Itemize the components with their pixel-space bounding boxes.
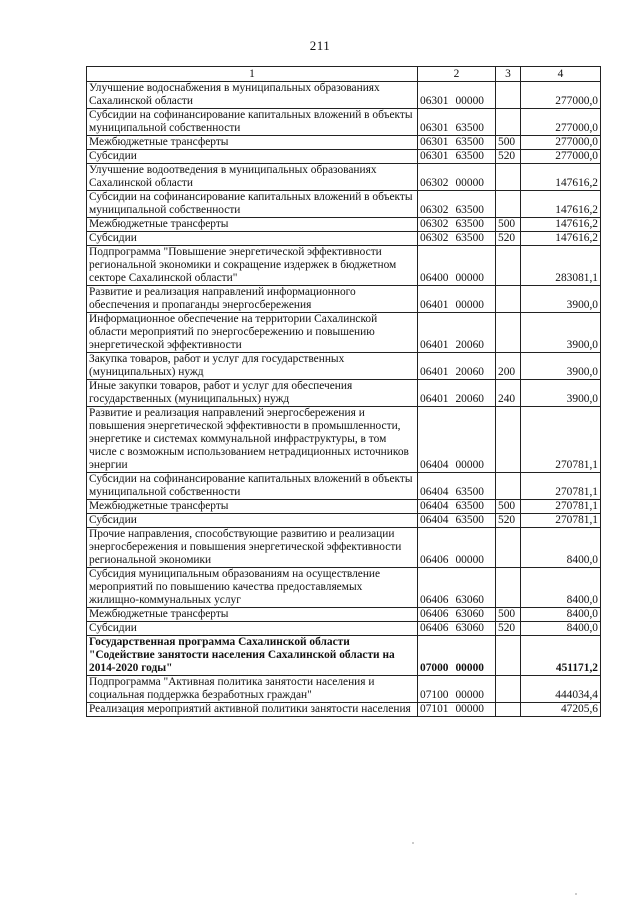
row-amount-cell: 277000,0 (521, 82, 601, 109)
row-code-program: 07101 (420, 703, 449, 715)
row-code-cell (418, 82, 496, 109)
row-amount-cell: 270781,1 (521, 473, 601, 500)
row-expense-type-cell: 500 (496, 608, 521, 622)
row-code-cell (418, 500, 496, 514)
row-code-cell (418, 528, 496, 568)
row-code-cell (418, 353, 496, 380)
row-amount-cell: 147616,2 (521, 164, 601, 191)
row-code-cell (418, 218, 496, 232)
table-row (87, 82, 601, 109)
row-code-program: 06301 (420, 136, 449, 148)
row-code-program: 06404 (420, 514, 449, 526)
row-code-program: 06406 (420, 608, 449, 620)
row-code-program: 06406 (420, 622, 449, 634)
row-code-program: 06401 (420, 339, 449, 351)
table-row (87, 313, 601, 353)
row-expense-type-cell (496, 568, 521, 608)
row-code-program: 06302 (420, 177, 449, 189)
row-amount-cell: 444034,4 (521, 676, 601, 703)
row-code-direction: 00000 (455, 703, 484, 715)
row-amount-cell: 451171,2 (521, 636, 601, 676)
row-amount-cell: 270781,1 (521, 500, 601, 514)
row-expense-type-cell: 240 (496, 380, 521, 407)
row-name-cell: Улучшение водоотведения в муниципальных образованиях Сахалинской области (87, 164, 418, 191)
row-amount-cell: 277000,0 (521, 136, 601, 150)
row-code-program: 06302 (420, 204, 449, 216)
row-code-program: 06301 (420, 122, 449, 134)
row-expense-type-cell (496, 164, 521, 191)
header-col-1: 1 (87, 67, 418, 82)
table-row (87, 109, 601, 136)
row-code-cell (418, 608, 496, 622)
row-code-program: 06406 (420, 554, 449, 566)
row-code-program: 06404 (420, 459, 449, 471)
row-name-cell: Иные закупки товаров, работ и услуг для обеспечения государственных (муниципальных) нужд (87, 380, 418, 407)
row-code-cell (418, 514, 496, 528)
row-name-cell: Субсидии (87, 150, 418, 164)
table-row (87, 150, 601, 164)
row-code-program: 06400 (420, 272, 449, 284)
row-amount-cell: 277000,0 (521, 109, 601, 136)
row-code-direction: 63500 (455, 514, 484, 526)
row-code-cell (418, 191, 496, 218)
header-col-4: 4 (521, 67, 601, 82)
row-code-cell (418, 676, 496, 703)
row-code-direction: 63500 (455, 486, 484, 498)
row-name-cell: Субсидии (87, 514, 418, 528)
row-code-direction: 00000 (455, 299, 484, 311)
row-name-cell: Межбюджетные трансферты (87, 608, 418, 622)
row-expense-type-cell (496, 286, 521, 313)
scan-speck (412, 842, 414, 844)
row-name-cell: Субсидии (87, 622, 418, 636)
row-name-cell: Субсидии (87, 232, 418, 246)
scan-speck (575, 893, 577, 895)
row-code-cell (418, 286, 496, 313)
row-code-direction: 00000 (455, 662, 484, 674)
table-row (87, 473, 601, 500)
row-code-direction: 63060 (455, 622, 484, 634)
row-expense-type-cell: 500 (496, 218, 521, 232)
table-row (87, 286, 601, 313)
row-expense-type-cell (496, 313, 521, 353)
row-code-program: 06302 (420, 218, 449, 230)
table-row (87, 528, 601, 568)
row-expense-type-cell (496, 246, 521, 286)
row-code-cell (418, 568, 496, 608)
row-name-cell: Развитие и реализация направлений энергосбережения и повышения энергетической эффективности в промышленности, энергетике и системах коммунальной инфраструктуры, в том числе с возможным использованием нетрадиционных источников энергии (87, 407, 418, 473)
row-expense-type-cell (496, 191, 521, 218)
table-row (87, 164, 601, 191)
row-amount-cell: 147616,2 (521, 218, 601, 232)
row-amount-cell: 283081,1 (521, 246, 601, 286)
row-code-program: 06301 (420, 95, 449, 107)
table-row (87, 636, 601, 676)
row-code-cell (418, 636, 496, 676)
row-expense-type-cell (496, 82, 521, 109)
row-expense-type-cell (496, 636, 521, 676)
row-amount-cell: 3900,0 (521, 286, 601, 313)
row-name-cell: Подпрограмма "Активная политика занятости населения и социальная поддержка безработных граждан" (87, 676, 418, 703)
row-code-cell (418, 622, 496, 636)
row-amount-cell: 8400,0 (521, 568, 601, 608)
budget-table (86, 66, 601, 717)
row-code-cell (418, 407, 496, 473)
row-name-cell: Субсидии на софинансирование капитальных вложений в объекты муниципальной собственности (87, 473, 418, 500)
row-code-direction: 63060 (455, 594, 484, 606)
row-code-program: 06401 (420, 366, 449, 378)
row-name-cell: Прочие направления, способствующие развитию и реализации энергосбережения и повышения энергетической эффективности региональной экономики (87, 528, 418, 568)
row-expense-type-cell (496, 703, 521, 717)
row-code-direction: 63500 (455, 204, 484, 216)
row-code-cell (418, 313, 496, 353)
row-name-cell: Межбюджетные трансферты (87, 136, 418, 150)
row-name-cell: Субсидии на софинансирование капитальных вложений в объекты муниципальной собственности (87, 191, 418, 218)
row-amount-cell: 47205,6 (521, 703, 601, 717)
row-code-direction: 63500 (455, 136, 484, 148)
row-expense-type-cell: 520 (496, 150, 521, 164)
page-number: 211 (309, 38, 331, 53)
row-code-program: 06301 (420, 150, 449, 162)
row-code-direction: 00000 (455, 95, 484, 107)
row-code-direction: 63500 (455, 218, 484, 230)
table-row (87, 676, 601, 703)
row-code-direction: 00000 (455, 689, 484, 701)
row-amount-cell: 3900,0 (521, 313, 601, 353)
row-code-program: 06302 (420, 232, 449, 244)
row-amount-cell: 147616,2 (521, 191, 601, 218)
table-row (87, 136, 601, 150)
row-code-program: 06404 (420, 500, 449, 512)
row-code-cell (418, 136, 496, 150)
row-code-direction: 63500 (455, 232, 484, 244)
row-expense-type-cell: 520 (496, 232, 521, 246)
table-row (87, 608, 601, 622)
header-col-2: 2 (418, 67, 496, 82)
table-header-row (87, 67, 601, 82)
row-amount-cell: 3900,0 (521, 380, 601, 407)
row-name-cell: Реализация мероприятий активной политики занятости населения (87, 703, 418, 717)
table-row (87, 246, 601, 286)
row-code-program: 06401 (420, 393, 449, 405)
row-expense-type-cell (496, 407, 521, 473)
row-expense-type-cell (496, 109, 521, 136)
row-name-cell: Межбюджетные трансферты (87, 500, 418, 514)
row-name-cell: Субсидии на софинансирование капитальных вложений в объекты муниципальной собственности (87, 109, 418, 136)
header-col-3: 3 (496, 67, 521, 82)
row-code-cell (418, 232, 496, 246)
row-name-cell: Закупка товаров, работ и услуг для государственных (муниципальных) нужд (87, 353, 418, 380)
table-row (87, 500, 601, 514)
row-name-cell: Государственная программа Сахалинской области "Содействие занятости населения Сахалинской области на 2014-2020 годы" (87, 636, 418, 676)
row-code-direction: 00000 (455, 177, 484, 189)
row-code-cell (418, 109, 496, 136)
row-code-direction: 63060 (455, 608, 484, 620)
row-expense-type-cell: 200 (496, 353, 521, 380)
row-name-cell: Межбюджетные трансферты (87, 218, 418, 232)
row-code-program: 06404 (420, 486, 449, 498)
row-amount-cell: 8400,0 (521, 528, 601, 568)
row-code-direction: 20060 (455, 339, 484, 351)
row-code-direction: 00000 (455, 272, 484, 284)
row-name-cell: Улучшение водоснабжения в муниципальных образованиях Сахалинской области (87, 82, 418, 109)
row-name-cell: Субсидия муниципальным образованиям на осуществление мероприятий по повышению качества предоставляемых жилищно-коммунальных услуг (87, 568, 418, 608)
row-code-cell (418, 164, 496, 191)
table-row (87, 568, 601, 608)
row-expense-type-cell (496, 676, 521, 703)
row-code-direction: 00000 (455, 459, 484, 471)
table-body (87, 82, 601, 717)
table-row (87, 380, 601, 407)
row-amount-cell: 147616,2 (521, 232, 601, 246)
row-expense-type-cell: 500 (496, 500, 521, 514)
row-amount-cell: 270781,1 (521, 514, 601, 528)
row-expense-type-cell: 500 (496, 136, 521, 150)
table-row (87, 703, 601, 717)
row-name-cell: Развитие и реализация направлений информационного обеспечения и пропаганды энергосбережения (87, 286, 418, 313)
table-row (87, 191, 601, 218)
row-code-cell (418, 703, 496, 717)
row-code-cell (418, 150, 496, 164)
row-code-cell (418, 380, 496, 407)
row-amount-cell: 8400,0 (521, 608, 601, 622)
row-name-cell: Подпрограмма "Повышение энергетической эффективности региональной экономики и сокращение издержек в бюджетном секторе Сахалинской области" (87, 246, 418, 286)
row-code-cell (418, 473, 496, 500)
table-row (87, 218, 601, 232)
row-code-program: 07100 (420, 689, 449, 701)
row-code-direction: 63500 (455, 150, 484, 162)
row-code-direction: 20060 (455, 393, 484, 405)
row-code-program: 07000 (420, 662, 449, 674)
row-code-program: 06401 (420, 299, 449, 311)
row-amount-cell: 3900,0 (521, 353, 601, 380)
row-code-direction: 63500 (455, 500, 484, 512)
table-row (87, 622, 601, 636)
row-amount-cell: 8400,0 (521, 622, 601, 636)
table-row (87, 514, 601, 528)
table-row (87, 353, 601, 380)
row-amount-cell: 277000,0 (521, 150, 601, 164)
row-code-program: 06406 (420, 594, 449, 606)
row-amount-cell: 270781,1 (521, 407, 601, 473)
row-expense-type-cell: 520 (496, 622, 521, 636)
row-code-direction: 00000 (455, 554, 484, 566)
row-name-cell: Информационное обеспечение на территории Сахалинской области мероприятий по энергосбережению и повышению энергетической эффективности (87, 313, 418, 353)
row-expense-type-cell (496, 528, 521, 568)
row-code-cell (418, 246, 496, 286)
row-expense-type-cell (496, 473, 521, 500)
row-code-direction: 20060 (455, 366, 484, 378)
row-code-direction: 63500 (455, 122, 484, 134)
table-row (87, 232, 601, 246)
table-row (87, 407, 601, 473)
row-expense-type-cell: 520 (496, 514, 521, 528)
